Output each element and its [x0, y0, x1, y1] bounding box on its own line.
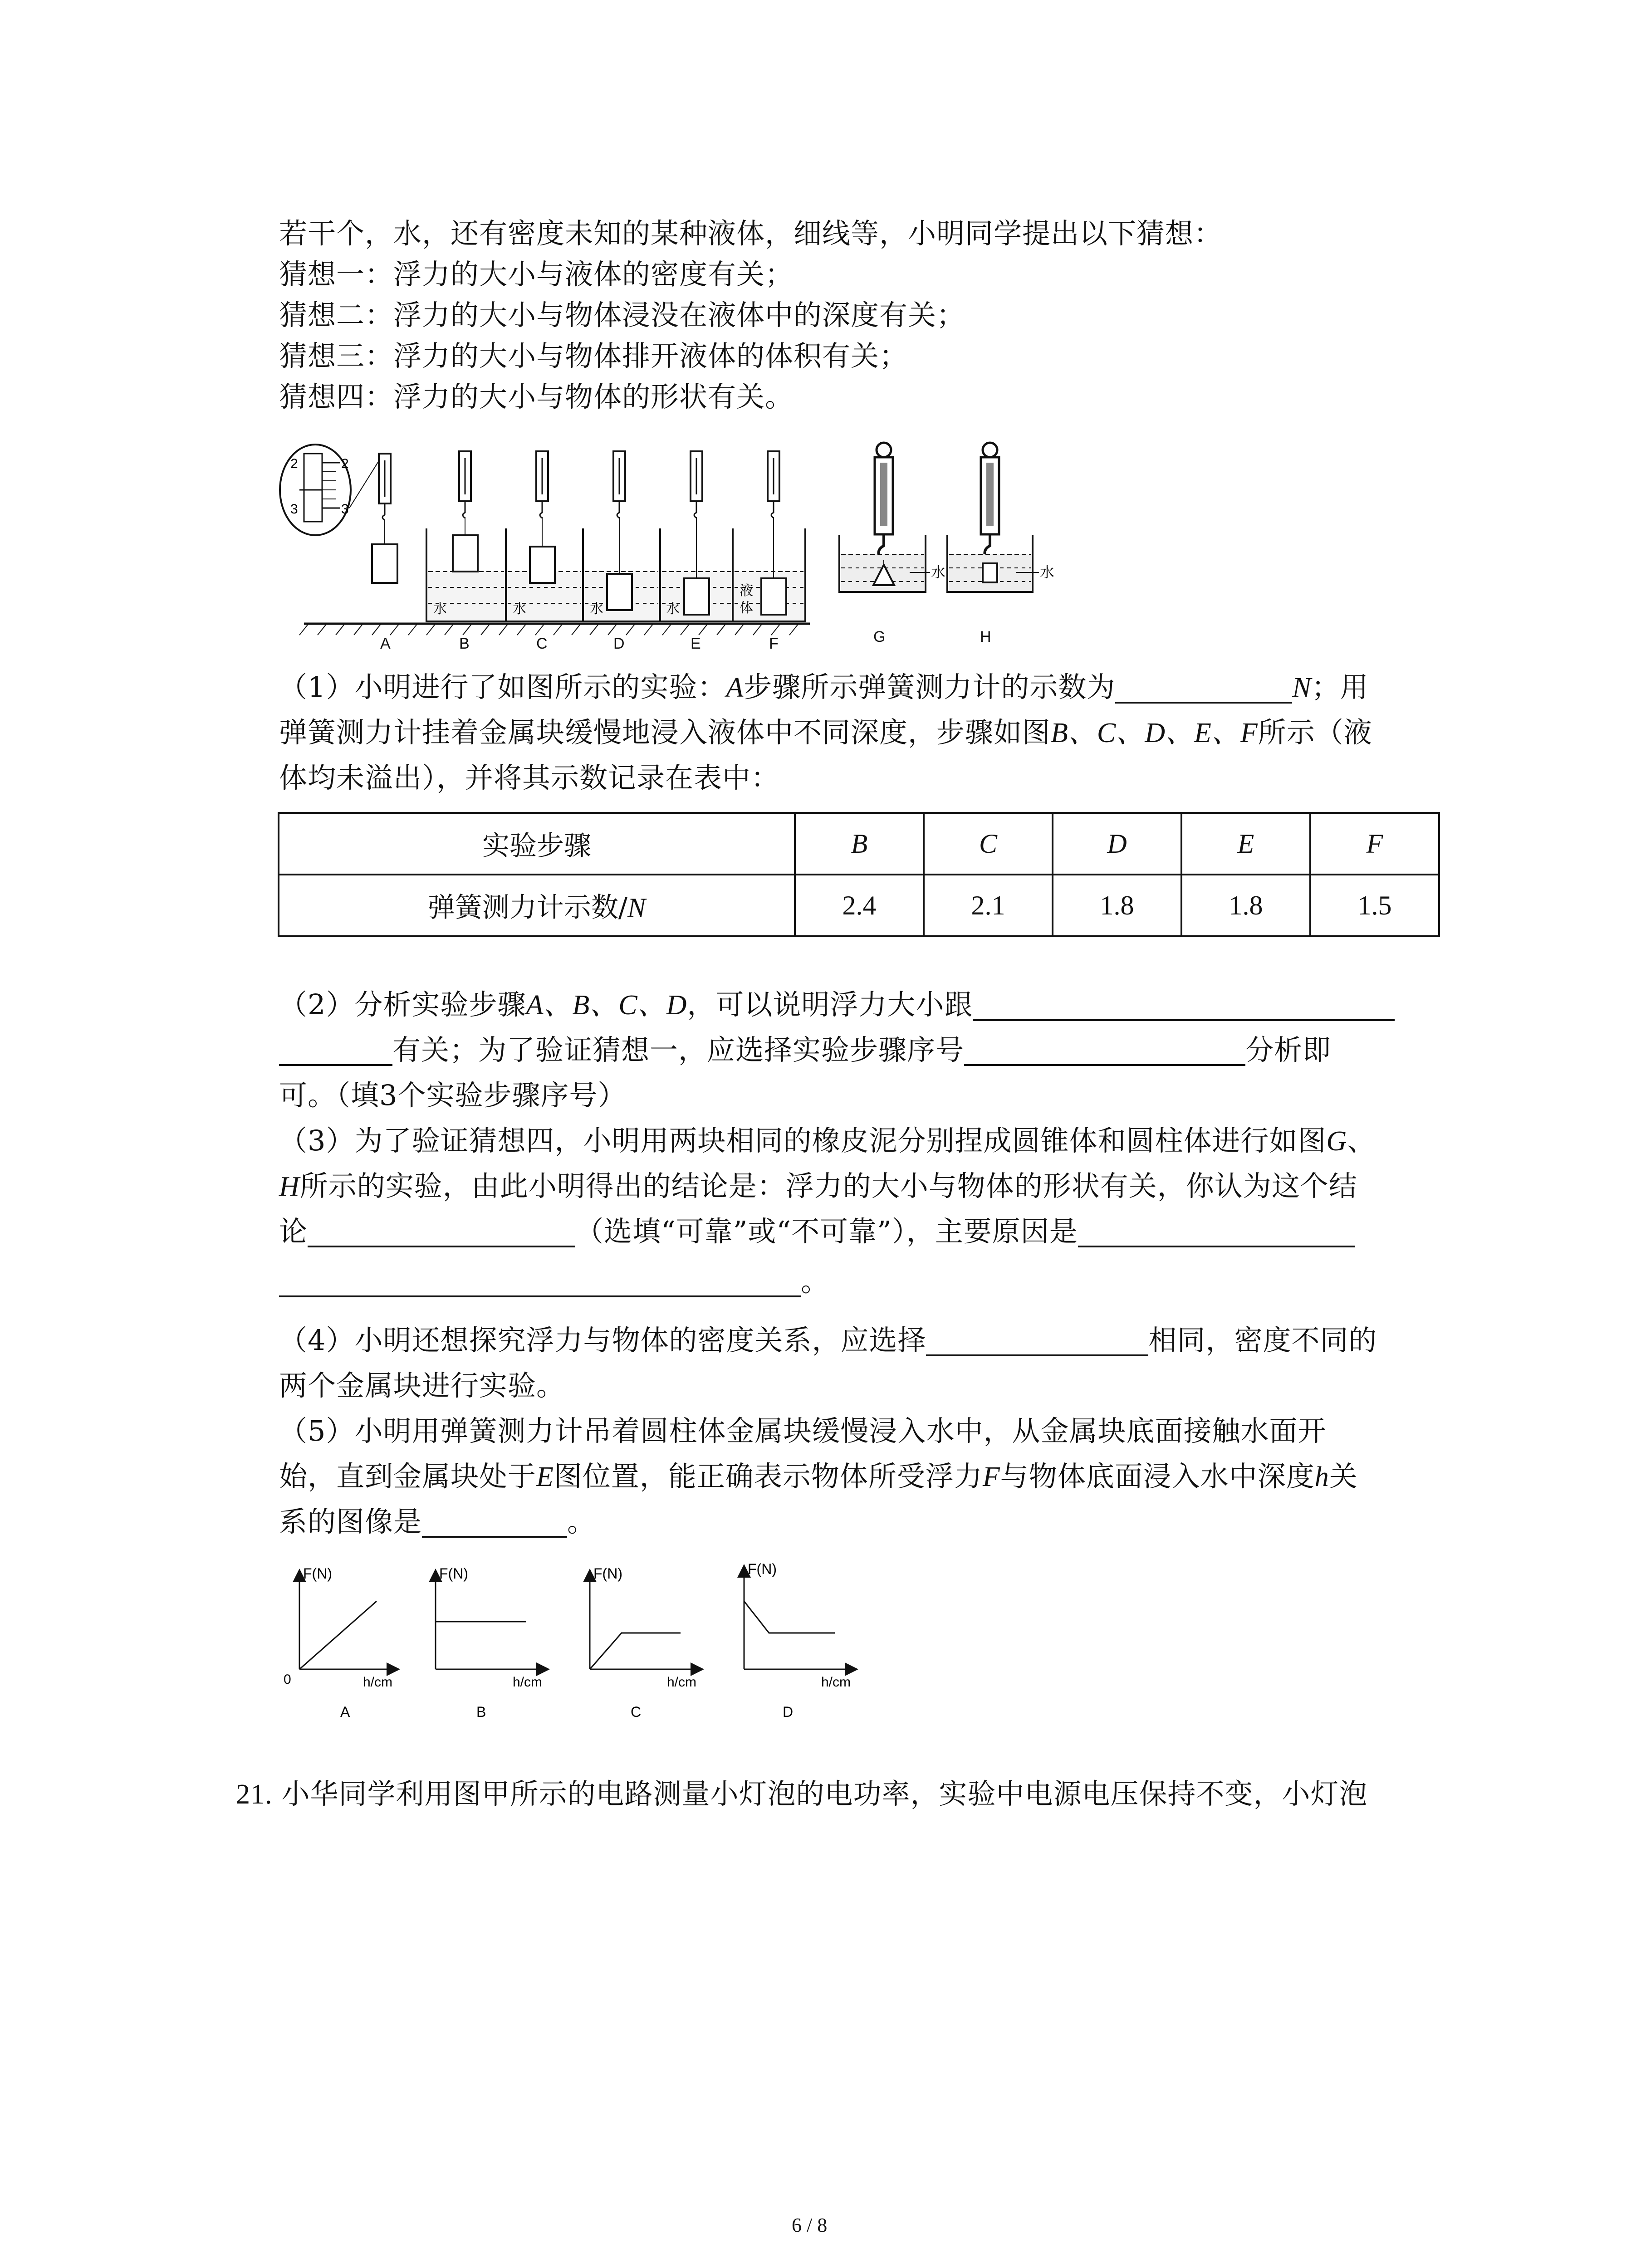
q2-line2: 有关；为了验证猜想一，应选择实验步骤序号 分析即 [279, 1034, 1331, 1066]
liquid-label-F2: 体 [740, 600, 753, 616]
graph-B-caption: B [476, 1704, 486, 1720]
setup-A [372, 454, 397, 583]
graph-B-ylabel: F(N) [439, 1565, 468, 1582]
table-header-cell: 实验步骤 [279, 813, 795, 875]
setup-E [660, 451, 733, 621]
caption-E: E [691, 635, 701, 652]
graph-A-ylabel: F(N) [303, 1565, 332, 1582]
q3-line4: 。 [279, 1266, 829, 1297]
table-value: 1.8 [1053, 875, 1181, 936]
setup-C [506, 451, 583, 621]
q21-line [236, 1778, 1368, 1810]
setup-H [947, 443, 1054, 592]
liquid-label-E: 水 [666, 601, 680, 617]
graph-C-caption: C [631, 1704, 642, 1720]
zoom-num-3: 3 [290, 502, 298, 517]
q1-answer-blank[interactable] [1115, 675, 1292, 704]
table-value: 2.1 [924, 875, 1053, 936]
q21-text: 小华同学利用图甲所示的电路测量小灯泡的电功率，实验中电源电压保持不变，小灯泡 [281, 1777, 1368, 1810]
table-step-B: B [851, 829, 868, 859]
graph-D-xlabel: h/cm [821, 1675, 851, 1690]
graph-D [744, 1561, 853, 1720]
q4-line1: （4）小明还想探究浮力与物体的密度关系，应选择 相同，密度不同的 [279, 1324, 1377, 1357]
graph-D-caption: D [783, 1704, 794, 1720]
table-value: 1.8 [1181, 875, 1310, 936]
q2-line3: 可。（填3个实验步骤序号） [279, 1079, 627, 1112]
zoom-circle [280, 445, 383, 535]
graph-C-line [590, 1633, 681, 1669]
graph-A-caption: A [340, 1704, 350, 1720]
q4-line2: 两个金属块进行实验。 [279, 1369, 565, 1402]
table-value: 2.4 [795, 875, 924, 936]
q3-line1: （3）为了验证猜想四，小明用两块相同的橡皮泥分别捏成圆锥体和圆柱体进行如图G、 [279, 1124, 1376, 1157]
q3-answer-blank-2[interactable] [1078, 1218, 1355, 1247]
conjecture-2: 猜想二：浮力的大小与物体浸没在液体中的深度有关； [279, 298, 965, 332]
graph-B-xlabel: h/cm [513, 1675, 543, 1690]
caption-G: G [873, 628, 886, 645]
q2-answer-blank-1[interactable] [973, 992, 1395, 1021]
page-number: 6 / 8 [792, 2214, 828, 2236]
table-value: 1.5 [1310, 875, 1439, 936]
table-step-D: D [1107, 829, 1127, 859]
zoom-num-2: 2 [341, 456, 349, 471]
conjecture-1: 猜想一：浮力的大小与液体的密度有关； [279, 258, 794, 291]
table-row [279, 875, 1439, 936]
q2-line1: （2）分析实验步骤A、B、C、D，可以说明浮力大小跟 [279, 989, 1395, 1021]
setup-D [583, 451, 660, 621]
intro-line: 若干个，水，还有密度未知的某种液体，细线等，小明同学提出以下猜想： [279, 217, 1223, 250]
table-row [279, 813, 1439, 875]
graph-C-ylabel: F(N) [593, 1565, 622, 1582]
table-step-F: F [1366, 829, 1383, 859]
q3-line3: 论 （选填“可靠”或“不可靠”），主要原因是 [279, 1216, 1355, 1247]
graph-C-xlabel: h/cm [667, 1675, 697, 1690]
conjecture-3: 猜想三：浮力的大小与物体排开液体的体积有关； [279, 339, 908, 372]
zoom-num-1: 2 [290, 456, 298, 471]
q3-line2: H所示的实验，由此小明得出的结论是：浮力的大小与物体的形状有关，你认为这个结 [279, 1169, 1357, 1202]
graph-A-xlabel: h/cm [363, 1675, 393, 1690]
caption-B: B [459, 635, 470, 652]
graph-options [272, 1560, 907, 1724]
q1-line2: 弹簧测力计挂着金属块缓慢地浸入液体中不同深度，步骤如图B、C、D、E、F所示（液 [279, 716, 1372, 749]
liquid-label-D: 水 [590, 601, 603, 617]
q4-answer-blank[interactable] [926, 1327, 1148, 1356]
table-row-head: 弹簧测力计示数/N [279, 875, 795, 936]
caption-H: H [980, 628, 991, 645]
water-label-G: 水 [931, 563, 946, 581]
q5-line1: （5）小明用弹簧测力计吊着圆柱体金属块缓慢浸入水中，从金属块底面接触水面开 [279, 1414, 1327, 1447]
setup-G [839, 443, 945, 592]
graph-A-origin: 0 [284, 1672, 291, 1687]
zoom-num-4: 3 [341, 502, 349, 517]
table-step-C: C [979, 829, 998, 859]
q3-answer-blank-1[interactable] [308, 1218, 575, 1247]
data-table [278, 812, 1440, 937]
graph-C [590, 1565, 699, 1720]
q1-line3: 体均未溢出），并将其示数记录在表中： [279, 761, 780, 794]
graph-D-line [744, 1601, 835, 1633]
q5-answer-blank[interactable] [422, 1509, 567, 1538]
liquid-label-F1: 液 [740, 583, 753, 599]
caption-A: A [380, 635, 391, 652]
graph-B [436, 1565, 544, 1720]
water-label-H: 水 [1040, 563, 1055, 581]
caption-F: F [769, 635, 779, 652]
q2-answer-blank-2[interactable] [964, 1037, 1245, 1066]
setup-F [733, 451, 805, 621]
liquid-label-C: 水 [513, 601, 526, 617]
graph-D-ylabel: F(N) [748, 1561, 777, 1577]
q1-line1: （1）小明进行了如图所示的实验：A步骤所示弹簧测力计的示数为 N；用 [279, 670, 1369, 704]
caption-D: D [613, 635, 625, 652]
conjecture-4: 猜想四：浮力的大小与物体的形状有关。 [279, 380, 794, 413]
q5-line3: 系的图像是 。 [279, 1505, 596, 1538]
q21-number: 21. [236, 1779, 273, 1810]
q3-answer-blank-3[interactable] [279, 1268, 801, 1297]
caption-C: C [536, 635, 548, 652]
q5-line2: 始，直到金属块处于E图位置，能正确表示物体所受浮力F与物体底面浸入水中深度h关 [279, 1460, 1358, 1493]
liquid-label-B: 水 [433, 601, 447, 617]
graph-A-line [299, 1601, 377, 1669]
setup-B [426, 451, 506, 621]
graph-A [284, 1565, 395, 1720]
table-step-E: E [1237, 829, 1254, 859]
experiment-figure [272, 435, 1089, 653]
q2-answer-blank-1b[interactable] [279, 1037, 392, 1066]
